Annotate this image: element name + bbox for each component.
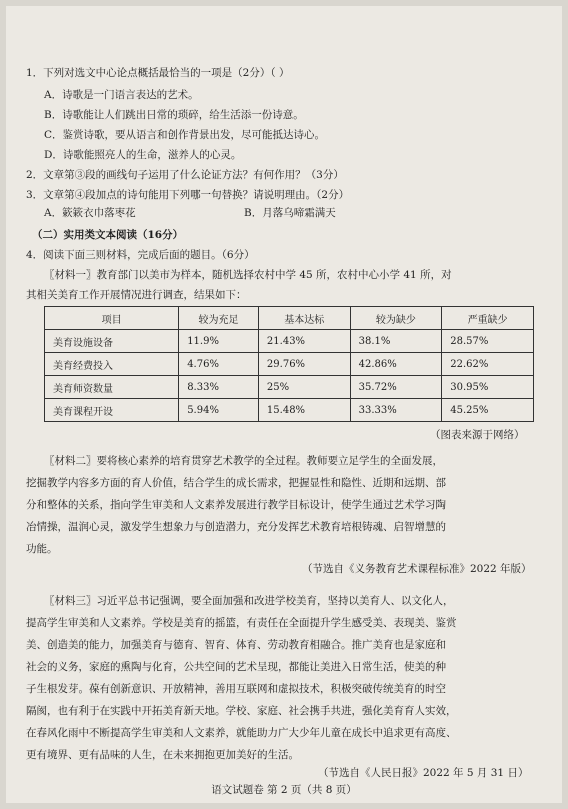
question-1-option-c: C．鉴赏诗歌，要从语言和创作背景出发，尽可能抵达诗心。 — [44, 129, 326, 141]
table-cell: 15.48% — [258, 399, 350, 422]
table-cell: 30.95% — [442, 376, 534, 399]
page-footer: 语文试题卷 第 2 页（共 8 页） — [211, 784, 357, 796]
material-1-line: 其相关美育工作开展情况进行调查，结果如下： — [26, 289, 247, 301]
table-cell: 美育设施设备 — [45, 330, 179, 353]
table-source: （图表来源于网络） — [430, 429, 525, 441]
material-3-line: 提高学生审美和人文素养。学校是美育的摇篮，有责任在全面提升学生感受美、表现美、鉴赏 — [26, 617, 457, 629]
question-3-option-b: B．月落乌啼霜满天 — [244, 207, 336, 219]
material-3-line: 美、创造美的能力，加强美育与德育、智育、体育、劳动教育相融合。推广美育也是家庭和 — [26, 639, 446, 651]
section-heading: （二）实用类文本阅读（16分） — [32, 229, 184, 241]
material-3-line: 社会的义务，家庭的熏陶与化育，公共空间的艺术呈现，都能让美进入日常生活，使美的种 — [26, 661, 446, 673]
exam-page — [6, 6, 562, 803]
table-cell: 美育师资数量 — [45, 376, 179, 399]
material-3-line: 隔阂，也有利于在实践中开拓美育新天地。学校、家庭、社会携手共进，强化美育育人实效， — [26, 705, 457, 717]
material-2-line: 〖材料二〗要将核心素养的培育贯穿艺术教学的全过程。教师要立足学生的全面发展， — [44, 455, 443, 467]
material-2-line: 挖掘教学内容多方面的育人价值，结合学生的成长需求，把握显性和隐性、近期和远期、部 — [26, 477, 446, 489]
table-row — [45, 353, 534, 376]
material-2-source: （节选自《义务教育艺术课程标准》2022 年版） — [302, 563, 532, 575]
material-2-line: 冶情操，温润心灵，激发学生想象力与创造潜力，充分发挥艺术教育培根铸魂、启智增慧的 — [26, 521, 446, 533]
material-3-source: （节选自《人民日报》2022 年 5 月 31 日） — [318, 767, 529, 779]
table-cell: 21.43% — [258, 330, 350, 353]
table-row — [45, 330, 534, 353]
material-3-line: 更有境界、更有品味的人生，在未来拥抱更加美好的生活。 — [26, 749, 299, 761]
table-cell: 美育课程开设 — [45, 399, 179, 422]
material-1-line: 〖材料一〗教育部门以美市为样本，随机选择农村中学 45 所，农村中心小学 41 所，对 — [44, 269, 452, 281]
question-1-option-d: D．诗歌能照亮人的生命，滋养人的心灵。 — [44, 149, 242, 161]
question-1-option-b: B．诗歌能让人们跳出日常的琐碎，给生活添一份诗意。 — [44, 109, 304, 121]
material-2-line: 功能。 — [26, 543, 58, 555]
table-cell: 4.76% — [179, 353, 259, 376]
table-cell: 25% — [258, 376, 350, 399]
material-2-line: 分和整体的关系，指向学生审美和人文素养发展进行教学目标设计，使学生通过艺术学习陶 — [26, 499, 446, 511]
table-cell: 38.1% — [350, 330, 442, 353]
table-cell: 35.72% — [350, 376, 442, 399]
material-3-line: 在春风化雨中不断提高学生审美和人文素养，就能助力广大少年儿童在成长中追求更有高度、 — [26, 727, 457, 739]
table-header: 基本达标 — [258, 307, 350, 330]
table-cell: 22.62% — [442, 353, 534, 376]
table-header: 较为缺少 — [350, 307, 442, 330]
table-cell: 33.33% — [350, 399, 442, 422]
table-header: 较为充足 — [179, 307, 259, 330]
table-header: 项目 — [45, 307, 179, 330]
question-3: 3．文章第④段加点的诗句能用下列哪一句替换？请说明理由。（2分） — [26, 189, 350, 201]
table-header-row — [45, 307, 534, 330]
table-cell: 28.57% — [442, 330, 534, 353]
material-3-line: 子生根发芽。葆有创新意识、开放精神，善用互联网和虚拟技术，积极突破传统美育的时空 — [26, 683, 446, 695]
question-2: 2．文章第③段的画线句子运用了什么论证方法？有何作用？（3分） — [26, 169, 344, 181]
table-cell: 45.25% — [442, 399, 534, 422]
material-3-line: 〖材料三〗习近平总书记强调，要全面加强和改进学校美育，坚持以美育人、以文化人， — [44, 595, 454, 607]
question-1: 1．下列对选文中心论点概括最恰当的一项是（2分）（ ） — [26, 67, 290, 79]
table-cell: 11.9% — [179, 330, 259, 353]
table-cell: 42.86% — [350, 353, 442, 376]
table-cell: 美育经费投入 — [45, 353, 179, 376]
question-4: 4．阅读下面三则材料，完成后面的题目。（6分） — [26, 249, 255, 261]
table-row — [45, 376, 534, 399]
table-cell: 5.94% — [179, 399, 259, 422]
table-cell: 8.33% — [179, 376, 259, 399]
survey-table — [44, 306, 534, 422]
question-3-option-a: A．簌簌衣巾落枣花 — [44, 207, 136, 219]
table-cell: 29.76% — [258, 353, 350, 376]
question-1-option-a: A．诗歌是一门语言表达的艺术。 — [44, 89, 199, 101]
table-row — [45, 399, 534, 422]
table-header: 严重缺少 — [442, 307, 534, 330]
